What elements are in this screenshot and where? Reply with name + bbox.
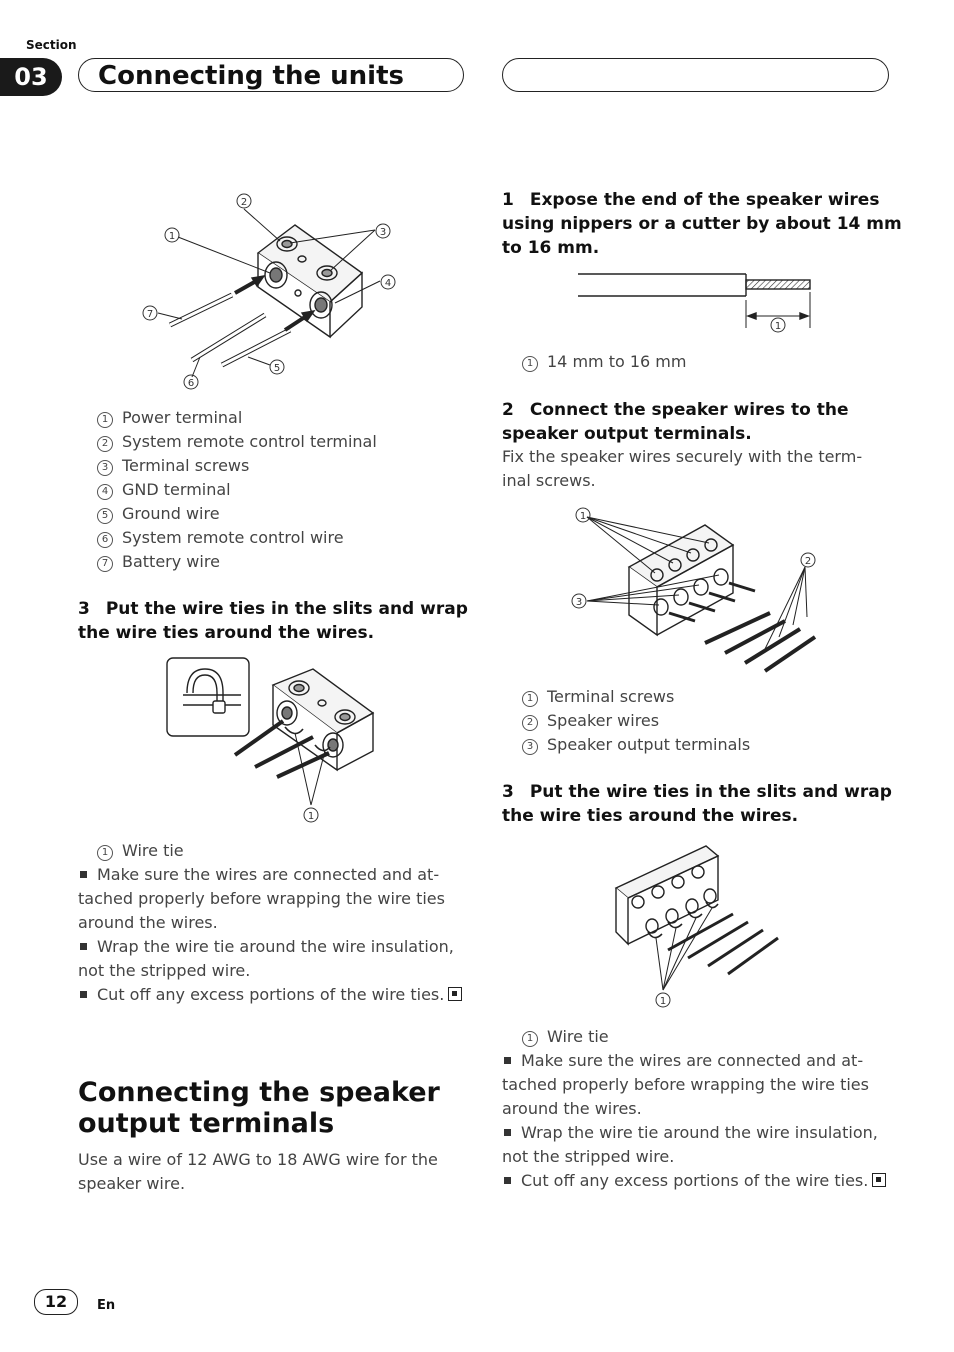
callout-6 <box>184 375 198 389</box>
svg-text:1: 1 <box>168 231 176 242</box>
svg-text:1: 1 <box>774 321 782 332</box>
wire-tie-diagram-right <box>608 840 788 1015</box>
right-step2-body: Fix the speaker wires securely with the term- inal screws. <box>502 447 863 490</box>
legend-item: 6 System remote control wire <box>97 526 377 550</box>
figure1-legend <box>97 406 377 574</box>
legend-item: 4 GND terminal <box>97 478 377 502</box>
svg-text:2: 2 <box>240 197 248 208</box>
svg-text:5: 5 <box>273 363 281 374</box>
legend-item: 3 Terminal screws <box>97 454 377 478</box>
page-number: 12 <box>34 1289 78 1315</box>
header-right-frame <box>502 58 889 92</box>
speaker-section-heading: Connecting the speaker output terminals <box>78 1077 440 1139</box>
callout-1 <box>304 808 318 822</box>
end-mark-icon <box>872 1173 886 1187</box>
callout-1 <box>656 993 670 1007</box>
speaker-section-intro: Use a wire of 12 AWG to 18 AWG wire for the speaker wire. <box>78 1150 438 1193</box>
speaker-terminal-diagram <box>565 503 830 681</box>
bullet-item: Make sure the wires are connected and at- <box>502 1049 892 1073</box>
callout-1 <box>165 228 179 242</box>
legend-item: 1 Wire tie <box>97 839 184 863</box>
right-step3-bullets: Make sure the wires are connected and at- tached properly before wrapping the wire ties around the wires. Wrap the wire tie around the wire insulation, not the stripped wire. Cut off any excess portions of the wire ties. <box>502 1049 892 1193</box>
wire-strip-diagram <box>570 266 820 338</box>
bullet-item: Wrap the wire tie around the wire insulation, <box>502 1121 892 1145</box>
callout-5 <box>270 360 284 374</box>
bullet-item: Cut off any excess portions of the wire ties. <box>78 983 468 1007</box>
left-step3-legend <box>97 839 184 863</box>
legend-item: 2 Speaker wires <box>522 709 750 733</box>
legend-item: 1 14 mm to 16 mm <box>522 350 686 374</box>
wire-tie-diagram-left <box>165 655 385 827</box>
svg-text:2: 2 <box>804 556 812 567</box>
legend-item: 2 System remote control terminal <box>97 430 377 454</box>
svg-text:4: 4 <box>384 278 392 289</box>
callout-2 <box>801 553 815 567</box>
svg-text:7: 7 <box>146 309 154 320</box>
svg-text:1: 1 <box>579 511 587 522</box>
bullet-item: Make sure the wires are connected and at- <box>78 863 468 887</box>
svg-text:3: 3 <box>379 227 387 238</box>
right-step2-legend <box>522 685 750 757</box>
section-number-badge: 03 <box>0 58 62 96</box>
callout-1 <box>576 508 590 522</box>
section-label: Section <box>26 38 77 52</box>
callout-3 <box>572 594 586 608</box>
callout-2 <box>237 194 251 208</box>
left-step3-heading: 3 Put the wire ties in the slits and wrap the wire ties around the wires. <box>78 599 468 643</box>
svg-text:6: 6 <box>187 378 195 389</box>
callout-4 <box>381 275 395 289</box>
power-terminal-diagram <box>130 185 410 400</box>
right-step2-heading: 2 Connect the speaker wires to the speaker output terminals. <box>502 400 849 444</box>
legend-item: 5 Ground wire <box>97 502 377 526</box>
bullet-item: Wrap the wire tie around the wire insulation, <box>78 935 468 959</box>
right-step3-heading: 3 Put the wire ties in the slits and wrap the wire ties around the wires. <box>502 782 892 826</box>
svg-text:1: 1 <box>307 811 315 822</box>
bullet-item: Cut off any excess portions of the wire ties. <box>502 1169 892 1193</box>
right-step1-heading: 1 Expose the end of the speaker wires using nippers or a cutter by about 14 mm to 16 mm. <box>502 190 902 258</box>
left-step3-bullets: Make sure the wires are connected and at- tached properly before wrapping the wire ties around the wires. Wrap the wire tie around the wire insulation, not the stripped wire. Cut off any excess portions of the wire ties. <box>78 863 468 1007</box>
svg-text:3: 3 <box>575 597 583 608</box>
svg-text:1: 1 <box>659 996 667 1007</box>
callout-7 <box>143 306 157 320</box>
end-mark-icon <box>448 987 462 1001</box>
page-title: Connecting the units <box>98 61 404 91</box>
right-step3-legend <box>522 1025 609 1049</box>
callout-3 <box>376 224 390 238</box>
callout-1 <box>771 318 785 332</box>
legend-item: 1 Wire tie <box>522 1025 609 1049</box>
right-step1-legend <box>522 350 686 374</box>
legend-item: 1 Terminal screws <box>522 685 750 709</box>
legend-item: 1 Power terminal <box>97 406 377 430</box>
legend-item: 3 Speaker output terminals <box>522 733 750 757</box>
language-code: En <box>97 1298 116 1313</box>
legend-item: 7 Battery wire <box>97 550 377 574</box>
